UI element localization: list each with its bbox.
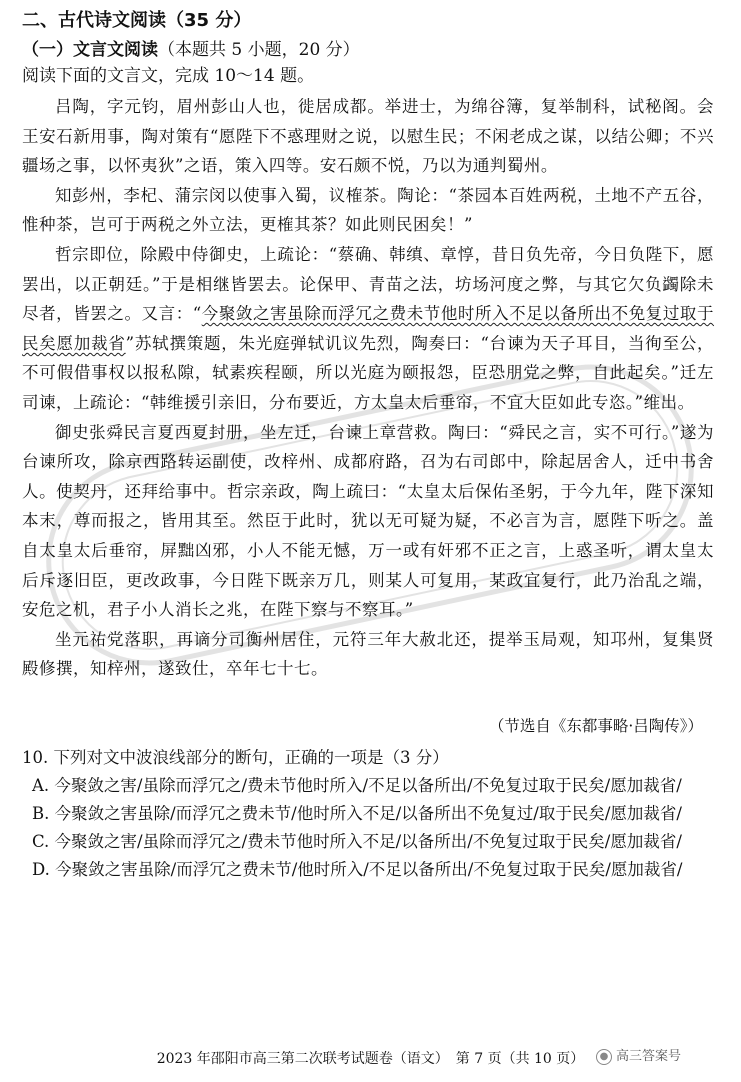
wavy-underlined-sentence: 今聚敛之害虽除而浮冗之费未节他时所入不足以备所出不免复过取于民矣愿加裁省 bbox=[22, 304, 715, 353]
question-stem: 10. 下列对文中波浪线部分的断句，正确的一项是（3 分） bbox=[22, 748, 449, 767]
passage-paragraph: 吕陶，字元钧，眉州彭山人也，徙居成都。举进士，为绵谷簿，复举制科，试秘阁。会王安石新用事，陶对策有“愿陛下不惑理财之说，以慰生民；不闲老成之谋，以结公卿；不兴疆场之事，以怀夷狄”之语，策入四等。安石颇不悦，乃以为通判蜀州。 bbox=[22, 97, 714, 176]
page-footer: 2023 年邵阳市高三第二次联考试题卷（语文） 第 7 页（共 10 页） bbox=[156, 1051, 585, 1067]
passage-paragraph: 坐元祐党落职，再谪分司衡州居住，元符三年大赦北还，提举玉局观，知邛州，复集贤殿修撰，知梓州，遂致仕，卒年七十七。 bbox=[22, 629, 714, 679]
question-10 bbox=[22, 744, 714, 884]
subsection-note: （本题共 5 小题，20 分） bbox=[158, 40, 360, 60]
subsection-title bbox=[22, 37, 360, 63]
passage-text: 哲宗即位，除殿中侍御史，上疏论：“蔡确、韩缜、章惇，昔日负先帝，今日负陛下，愿罢出，以正朝廷。”于是相继皆罢去。论保甲、青苗之法，坊场河度之弊，与其它欠负蠲除未尽者，皆罢之。又言：“ bbox=[22, 244, 714, 324]
passage-paragraph: 御史张舜民言夏西夏封册，坐左迁，台谏上章营救。陶曰：“舜民之言，实不可行。”遂为台谏所攻，除京西路转运副使，改梓州、成都府路，召为右司郎中，除起居舍人，迁中书舍人。使契丹，还拜给事中。哲宗亲政，陶上疏曰：“太皇太后保佑圣躬，于今九年，陛下深知本末，尊而报之，皆用其至。然臣于此时，犹以无可疑为疑，不必言为言，愿陛下听之。盖自太皇太后垂帘，屏黜凶邪，小人不能无憾，万一或有奸邪不正之言，上惑圣听，谓太皇太后斥逐旧臣，更改政事，今日陛下既亲万几，则某人可复用，某政宜复行，此乃治乱之端，安危之机，君子小人消长之兆，在陛下察与不察耳。” bbox=[22, 422, 714, 620]
passage-text: ”苏轼撰策题，朱光庭弹轼讥议先烈，陶奏曰：“台谏为天子耳目，当徇至公，不可假借事权以报私隙，轼素疾程颐，所以光庭为颐报怨，臣恐朋党之弊，自此起矣。”迁左司谏，上疏论：“韩维援引亲旧，分布要近，方太皇太后垂帘，不宜大臣如此专恣。”维出。 bbox=[22, 333, 714, 412]
watermark bbox=[596, 1046, 681, 1068]
watermark-text: 高三答案号 bbox=[616, 1049, 682, 1064]
passage-source: （节选自《东都事略·吕陶传》） bbox=[488, 717, 703, 735]
wechat-icon: ● bbox=[596, 1049, 612, 1065]
passage-paragraph: 知彭州，李杞、蒲宗闵以使事入蜀，议榷茶。陶论：“茶园本百姓两税，土地不产五谷，惟种茶，岂可于两税之外立法，更榷其茶？如此则民困矣！” bbox=[22, 185, 714, 235]
subsection-label: （一）文言文阅读 bbox=[22, 40, 158, 60]
classical-passage bbox=[22, 92, 714, 684]
section-title: 二、古代诗文阅读（35 分） bbox=[22, 10, 252, 31]
option-a[interactable]: A. 今聚敛之害/虽除而浮冗之/费未节他时所入/不足以备所出/不免复过取于民矣/愿加裁省/ bbox=[32, 776, 682, 795]
passage-paragraph bbox=[22, 240, 714, 418]
option-b[interactable]: B. 今聚敛之害虽除/而浮冗之费未节/他时所入不足/以备所出不免复过/取于民矣/愿加裁省/ bbox=[32, 804, 682, 823]
option-d[interactable]: D. 今聚敛之害虽除/而浮冗之费未节/他时所入/不足以备所出/不免复过取于民矣/愿加裁省/ bbox=[32, 860, 683, 879]
option-c[interactable]: C. 今聚敛之害/虽除而浮冗之/费未节他时所入不足/以备所出/不免复过取于民矣/愿加裁省/ bbox=[32, 832, 682, 851]
reading-instruction: 阅读下面的文言文，完成 10～14 题。 bbox=[22, 66, 315, 86]
